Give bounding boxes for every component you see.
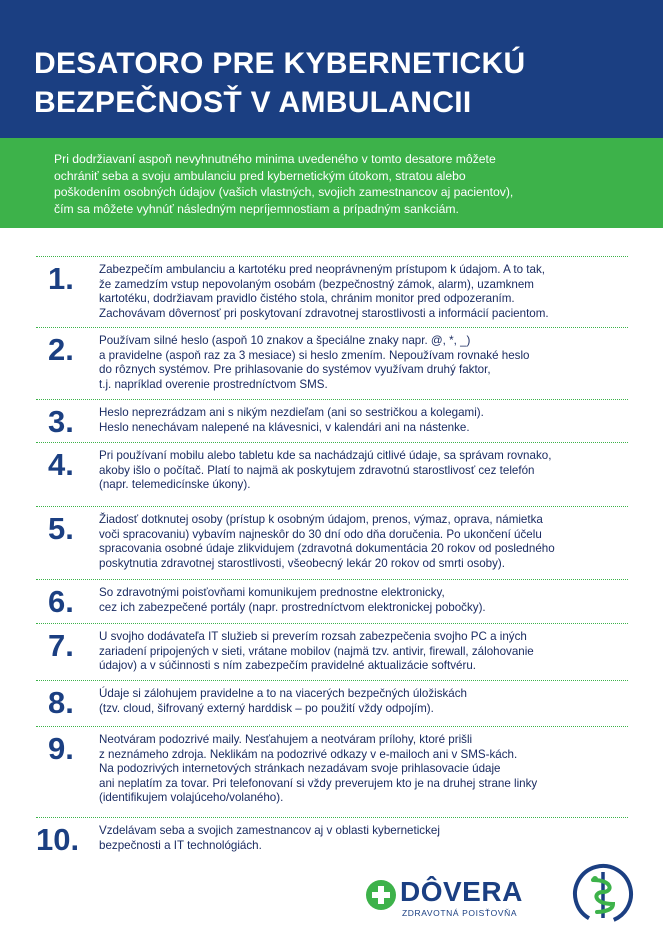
page-title-line-2: BEZPEČNOSŤ V AMBULANCII xyxy=(34,86,472,119)
rule-number: 6. xyxy=(48,584,74,619)
rule-line: (identifikujem volajúceho/volaného). xyxy=(99,791,284,805)
rule-line: Heslo nenechávam nalepené na klávesnici, v kalendári ani na nástenke. xyxy=(99,420,470,434)
rule-line: Žiadosť dotknutej osoby (prístup k osobným údajom, prenos, výmaz, oprava, námietka xyxy=(99,513,543,526)
intro-line: poškodením osobných údajov (vašich vlastných, svojich zamestnancov aj pacientov), xyxy=(54,185,514,199)
rule-line: Zabezpečím ambulanciu a kartotéku pred neoprávneným prístupom k údajom. A to tak, xyxy=(99,263,545,276)
rule-line: cez ich zabezpečené portály (napr. prostredníctvom elektronickej pobočky). xyxy=(99,600,486,614)
rule-line: bezpečnosti a IT technológiách. xyxy=(99,838,262,852)
rule-line: (napr. telemedicínske úkony). xyxy=(99,478,251,492)
dotted-separator xyxy=(36,506,628,507)
rule-line: So zdravotnými poisťovňami komunikujem prednostne elektronicky, xyxy=(99,586,445,599)
rule-text xyxy=(99,824,629,853)
rule-line: (tzv. cloud, šifrovaný externý harddisk – po použití vždy odpojím). xyxy=(99,701,434,715)
page-title-line-1: DESATORO PRE KYBERNETICKÚ xyxy=(34,47,526,80)
rule-text xyxy=(99,449,629,493)
rule-line: Na podozrivých internetových stránkach nezadávam svoje prihlasovacie údaje xyxy=(99,762,501,776)
dovera-cross-icon xyxy=(366,880,396,910)
dotted-separator xyxy=(36,726,628,727)
rule-line: Heslo neprezrádzam ani s nikým nezdieľam (ani so sestričkou a kolegami). xyxy=(99,406,484,419)
rule-number: 7. xyxy=(48,628,74,663)
rule-line: t.j. napríklad overenie prostredníctvom SMS. xyxy=(99,377,328,391)
intro-line: Pri dodržiavaní aspoň nevyhnutného minima uvedeného v tomto desatore môžete xyxy=(54,152,496,166)
rule-number: 2. xyxy=(48,332,74,367)
dotted-separator xyxy=(36,817,628,818)
rule-text xyxy=(99,263,629,321)
dotted-separator xyxy=(36,579,628,580)
caduceus-emblem-icon xyxy=(571,862,635,926)
rule-line: ani neplatím za tovar. Pri telefonovaní si vždy preverujem kto je na druhej strane linky xyxy=(99,776,538,790)
rule-text xyxy=(99,733,629,806)
rule-line: akoby išlo o počítač. Platí to najmä ak poskytujem zdravotnú starostlivosť cez telefón xyxy=(99,463,535,477)
rule-number: 9. xyxy=(48,731,74,766)
rule-line: Pri používaní mobilu alebo tabletu kde sa nachádzajú citlivé údaje, sa správam rovnako, xyxy=(99,449,552,462)
dotted-separator xyxy=(36,623,628,624)
rule-line: U svojho dodávateľa IT služieb si preverím rozsah zabezpečenia svojho PC a iných xyxy=(99,630,527,643)
rule-text xyxy=(99,586,629,615)
rule-line: Údaje si zálohujem pravidelne a to na viacerých bezpečných úložiskách xyxy=(99,687,467,700)
rule-line: do rôznych systémov. Pre prihlasovanie do systémov využívam druhý faktor, xyxy=(99,363,491,377)
rule-line: zariadení pripojených v sieti, vrátane mobilov (najmä tzv. antivir, firewall, zálohovanie xyxy=(99,644,534,658)
rule-number: 1. xyxy=(48,261,74,296)
intro-line: čím sa môžete vyhnúť následným nepríjemnostiam a prípadným sankciám. xyxy=(54,201,459,216)
intro-line: ochrániť seba a svoju ambulanciu pred kybernetickým útokom, stratou alebo xyxy=(54,168,466,183)
rule-text xyxy=(99,406,629,435)
rule-line: poskytnutia zdravotnej starostlivosti, všeobecný lekár 20 rokov od smrti osoby). xyxy=(99,556,505,570)
brand-name: DÔVERA xyxy=(400,876,523,907)
rule-line: Zachovávam dôvernosť pri poskytovaní zdravotnej starostlivosti a informácií pacientom. xyxy=(99,306,549,320)
rule-text xyxy=(99,630,629,674)
dotted-separator xyxy=(36,327,628,328)
rule-line: že zamedzím vstup nepovolaným osobám (bezpečnostný zámok, alarm), uzamknem xyxy=(99,277,534,291)
dotted-separator xyxy=(36,680,628,681)
dotted-separator xyxy=(36,256,628,257)
dovera-logo xyxy=(360,874,540,922)
dotted-separator xyxy=(36,399,628,400)
rule-line: z neznámeho zdroja. Neklikám na podozrivé odkazy v e-mailoch ani v SMS-kách. xyxy=(99,747,518,761)
rule-line: kartotéku, dodržiavam pravidlo čistého stola, chránim monitor pred odpozeraním. xyxy=(99,292,515,306)
rule-line: voči spracovaniu) vybavím najneskôr do 30 dní odo dňa doručenia. Po ukončení účelu xyxy=(99,527,542,541)
rule-line: Neotváram podozrivé maily. Nesťahujem a neotváram prílohy, ktoré prišli xyxy=(99,733,473,746)
rule-line: a pravidelne (aspoň raz za 3 mesiace) si heslo zmením. Nepoužívam rovnaké heslo xyxy=(99,348,530,362)
rule-number: 8. xyxy=(48,685,74,720)
rule-text xyxy=(99,687,629,716)
rule-number: 5. xyxy=(48,511,74,546)
rule-line: Používam silné heslo (aspoň 10 znakov a špeciálne znaky napr. @, *, _) xyxy=(99,334,471,347)
rule-text xyxy=(99,513,629,571)
rule-text xyxy=(99,334,629,392)
rule-line: údajov) a v súčinnosti s ním zabezpečím pravidelné aktualizácie softvéru. xyxy=(99,659,476,673)
brand-tagline: ZDRAVOTNÁ POISŤOVŇA xyxy=(402,908,518,918)
rule-number: 4. xyxy=(48,447,74,482)
rule-line: spracovania osobné údaje zlikvidujem (zdravotná dokumentácia 20 rokov od posledného xyxy=(99,542,555,556)
rule-number: 10. xyxy=(36,822,80,857)
dotted-separator xyxy=(36,442,628,443)
rule-line: Vzdelávam seba a svojich zamestnancov aj v oblasti kybernetickej xyxy=(99,824,440,837)
rule-number: 3. xyxy=(48,404,74,439)
